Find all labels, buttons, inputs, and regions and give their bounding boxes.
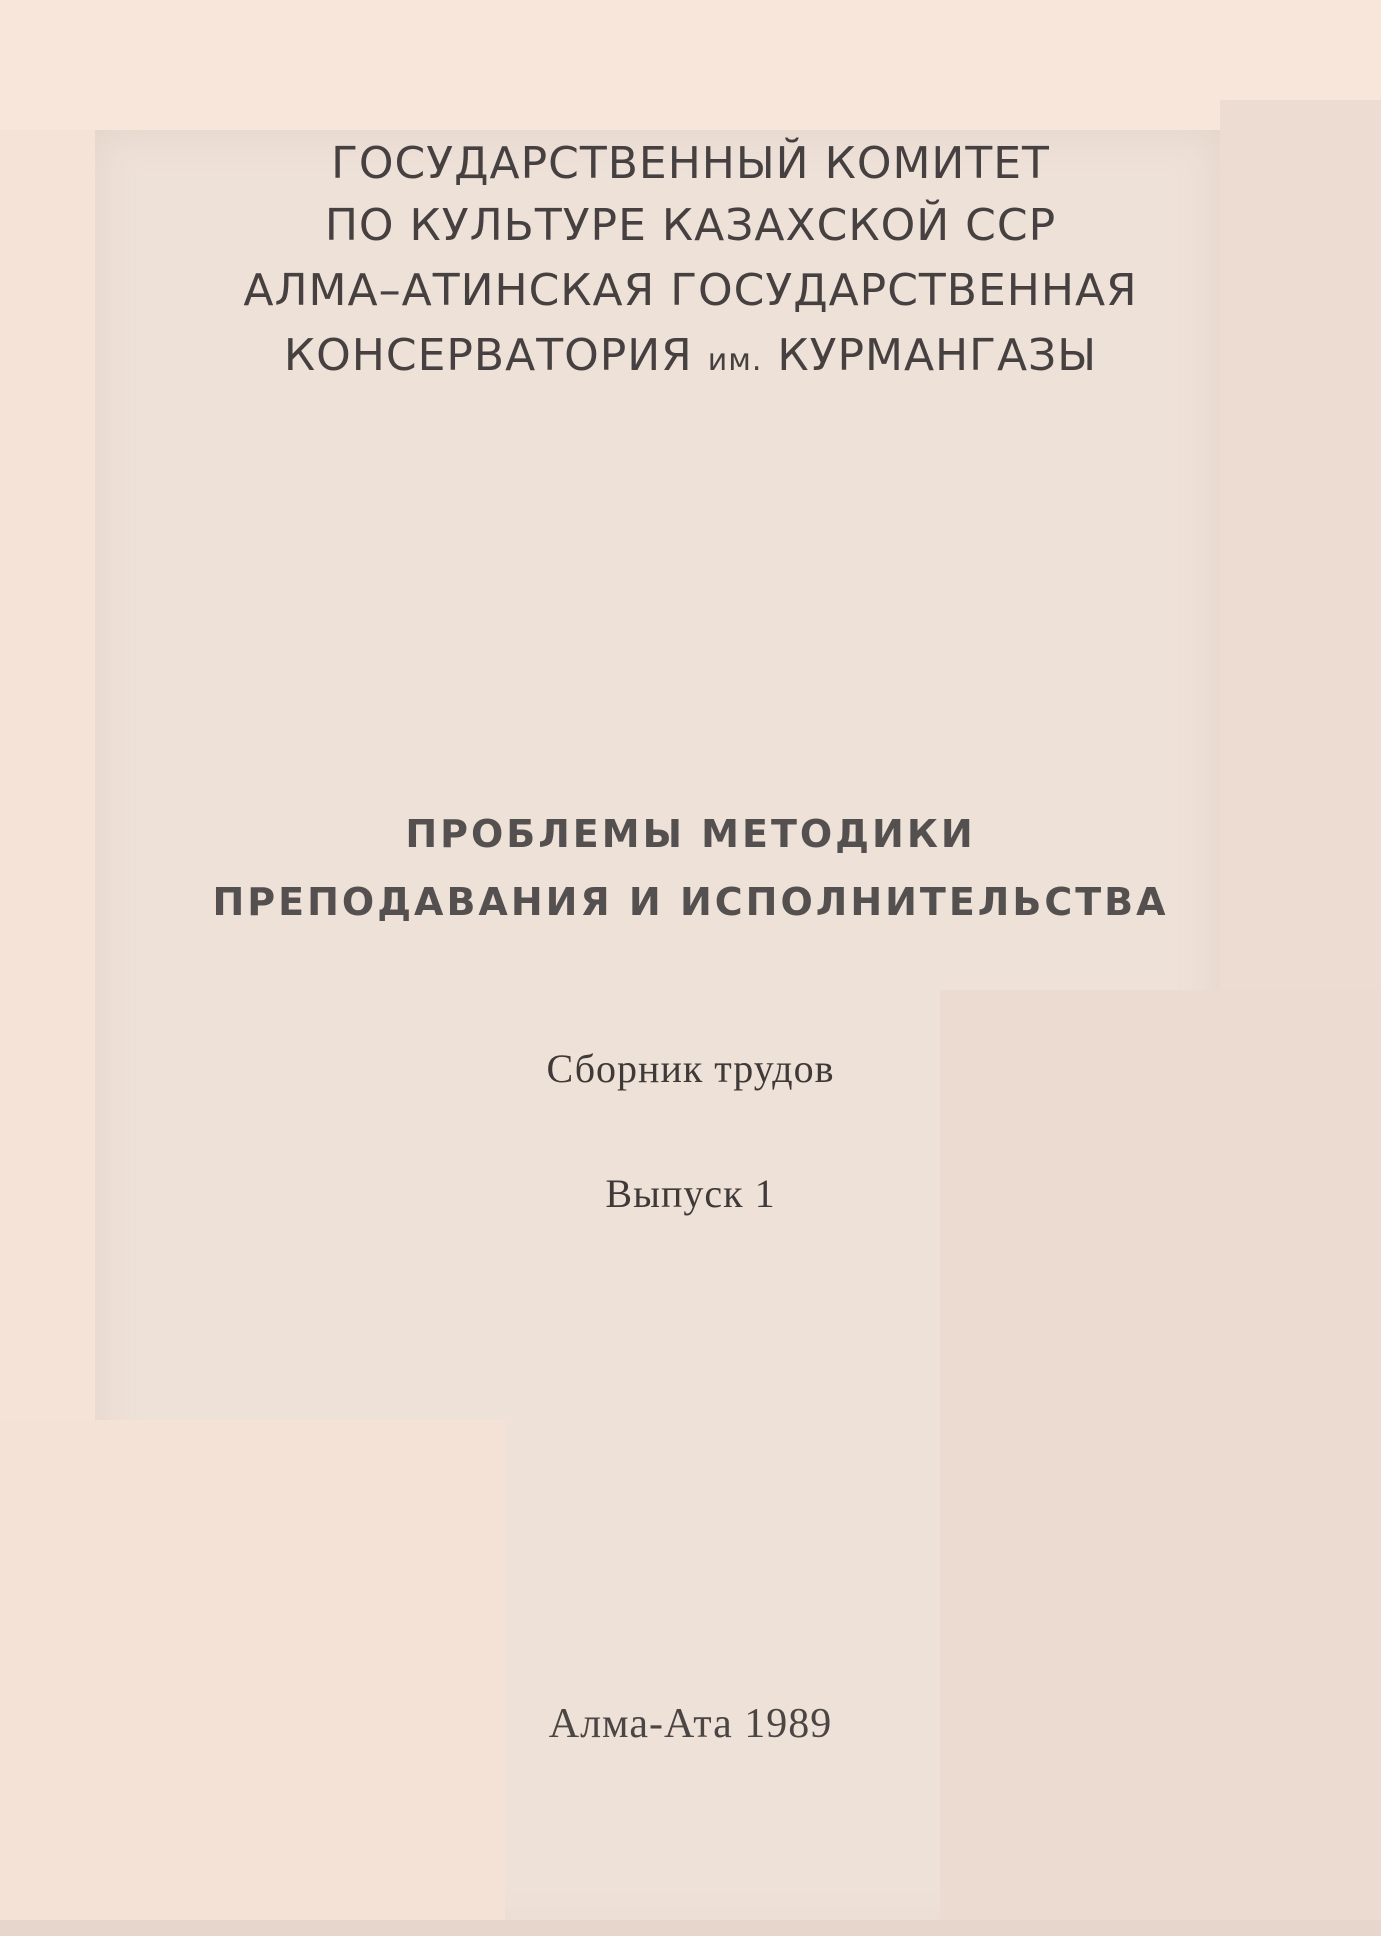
place-and-year: Алма-Ата 1989 [548, 1701, 833, 1747]
scan-bottom-edge [0, 1920, 1381, 1936]
scan-background-lower-left [0, 1420, 505, 1936]
subtitle: Сборник трудов [546, 1046, 835, 1091]
title-line-2: ПРЕПОДАВАНИЯ И ИСПОЛНИТЕЛЬСТВА [212, 880, 1169, 924]
scan-background-top [0, 0, 1381, 130]
header-line4-end: КУРМАНГАЗЫ [762, 330, 1098, 381]
header-line-committee: ГОСУДАРСТВЕННЫЙ КОМИТЕТ [331, 138, 1050, 189]
header-line-conservatory: АЛМА–АТИНСКАЯ ГОСУДАРСТВЕННАЯ [243, 265, 1138, 316]
issue-number: Выпуск 1 [605, 1171, 776, 1216]
header-line4-im: им. [707, 343, 763, 378]
title-line-1: ПРОБЛЕМЫ МЕТОДИКИ [405, 812, 976, 856]
scan-background-lower-right [940, 990, 1381, 1936]
header-line-culture: ПО КУЛЬТУРЕ КАЗАХСКОЙ ССР [324, 200, 1057, 251]
header-line-kurmangazy [0, 330, 1381, 381]
header-line4-start: КОНСЕРВАТОРИЯ [283, 330, 708, 381]
